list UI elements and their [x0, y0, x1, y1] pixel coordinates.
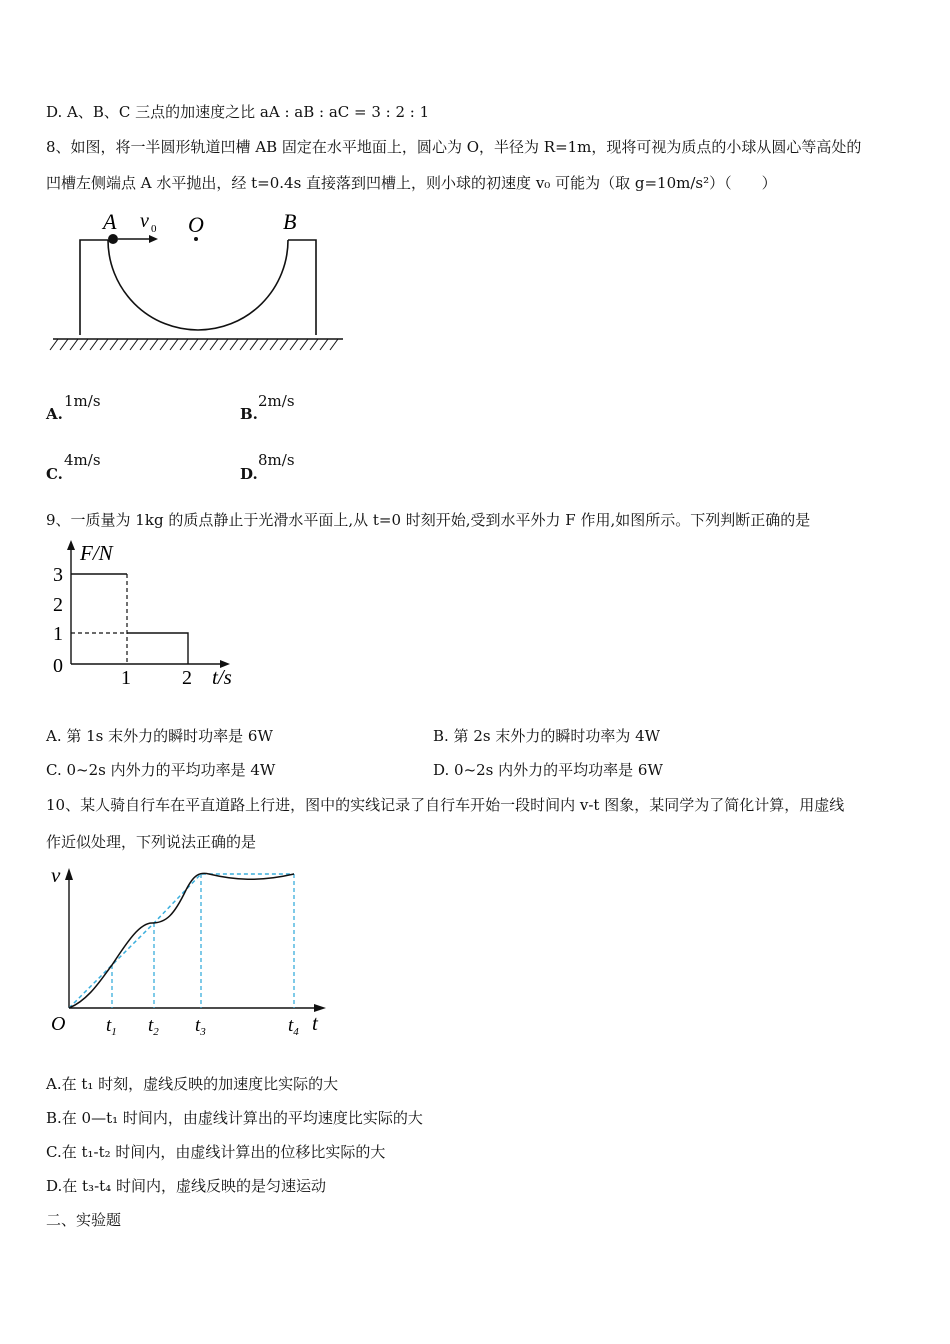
q9-option-a: A. 第 1s 末外力的瞬时功率是 6W	[46, 727, 273, 745]
label-o: O	[188, 212, 204, 237]
q8-figure	[48, 205, 348, 360]
label-v: v	[140, 210, 149, 232]
y-tick-3: 3	[53, 564, 63, 586]
y-axis-label: v	[51, 863, 61, 887]
q10-option-d: D.在 t₃-t₄ 时间内，虚线反映的是匀速运动	[46, 1177, 326, 1195]
q10-figure	[44, 860, 334, 1040]
q10-stem-line2: 作近似处理，下列说法正确的是	[46, 833, 257, 851]
x-tick-t4: $t_4$	[288, 1015, 299, 1038]
x-tick-t2: $t_2$	[148, 1015, 159, 1038]
x-axis-label: t	[312, 1011, 318, 1035]
y-tick-1: 1	[53, 623, 63, 645]
label-b: B	[283, 209, 297, 234]
x-tick-t3: $t_3$	[195, 1015, 206, 1038]
q10-option-a: A.在 t₁ 时刻，虚线反映的加速度比实际的大	[46, 1075, 339, 1093]
q8-option-a-label: A.	[46, 405, 63, 423]
q8-option-a-value: 1m/s	[64, 392, 101, 410]
q10-option-c: C.在 t₁-t₂ 时间内，由虚线计算出的位移比实际的大	[46, 1143, 386, 1161]
q8-option-d-value: 8m/s	[258, 451, 295, 469]
label-a: A	[103, 209, 117, 234]
x-tick-2: 2	[182, 667, 192, 688]
q8-stem-line2: 凹槽左侧端点 A 水平抛出，经 t=0.4s 直接落到凹槽上，则小球的初速度 v₀ 可能为（取 g=10m/s²）（ ）	[46, 174, 777, 192]
q9-stem: 9、一质量为 1kg 的质点静止于光滑水平面上,从 t=0 时刻开始,受到水平外力 F 作用,如图所示。下列判断正确的是	[46, 511, 811, 529]
origin-label: 0	[53, 655, 63, 677]
q8-option-c-value: 4m/s	[64, 451, 101, 469]
q9-option-d: D. 0~2s 内外力的平均功率是 6W	[433, 761, 663, 779]
q8-stem-line1: 8、如图，将一半圆形轨道凹槽 AB 固定在水平地面上，圆心为 O，半径为 R=1m，现将可视为质点的小球从圆心等高处的	[46, 138, 862, 156]
q9-option-c: C. 0~2s 内外力的平均功率是 4W	[46, 761, 276, 779]
x-tick-1: 1	[121, 667, 131, 688]
q8-option-b-label: B.	[240, 405, 258, 423]
q9-option-b: B. 第 2s 末外力的瞬时功率为 4W	[433, 727, 661, 745]
q10-stem-line1: 10、某人骑自行车在平直道路上行进，图中的实线记录了自行车开始一段时间内 v-t 图象，某同学为了简化计算，用虚线	[46, 796, 845, 814]
y-tick-2: 2	[53, 594, 63, 616]
q8-option-c-label: C.	[46, 465, 63, 483]
y-axis-label: F/N	[80, 541, 113, 565]
x-axis-label: t/s	[212, 665, 232, 688]
section-title: 二、实验题	[46, 1211, 122, 1229]
x-tick-t1: $t_1$	[106, 1015, 117, 1038]
q8-option-d-label: D.	[240, 465, 258, 483]
q8-option-b-value: 2m/s	[258, 392, 295, 410]
q9-figure	[44, 536, 244, 688]
q7-option-d: D. A、B、C 三点的加速度之比 aA : aB : aC = 3 : 2 : 1	[46, 103, 430, 121]
origin-label: O	[51, 1013, 66, 1035]
ball	[108, 234, 118, 244]
q10-option-b: B.在 0—t₁ 时间内，由虚线计算出的平均速度比实际的大	[46, 1109, 423, 1127]
label-v-sub: 0	[151, 223, 157, 235]
